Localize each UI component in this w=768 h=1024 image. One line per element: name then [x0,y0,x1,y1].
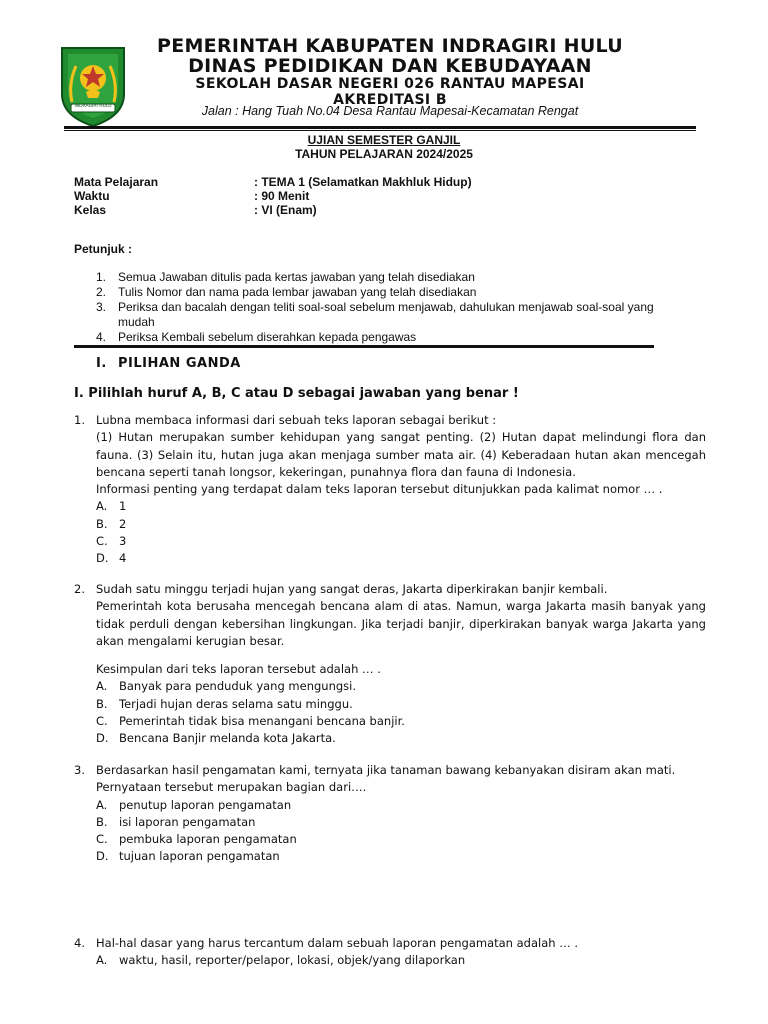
option-text: 1 [119,499,127,514]
answer-option [96,713,706,730]
option-text: waktu, hasil, reporter/pelapor, lokasi, objek/yang dilaporkan [119,953,466,968]
option-letter: D. [96,551,109,566]
question-number: 3. [74,763,85,777]
answer-option [96,952,706,969]
meta-label-class: Kelas [74,203,107,217]
option-text: Terjadi hujan deras selama satu minggu. [119,696,353,711]
question-text: Lubna membaca informasi dari sebuah teks laporan sebagai berikut : [96,413,497,427]
header-address: Jalan : Hang Tuah No.04 Desa Rantau Mapesai-Kecamatan Rengat [201,104,579,118]
answer-option [96,797,706,814]
meta-value-subject: : TEMA 1 (Selamatkan Makhluk Hidup) [254,175,472,189]
logo-banner-text: INDRAGIRI HULU [74,104,112,109]
option-text: isi laporan pengamatan [119,814,256,829]
answer-option [96,848,706,865]
header-government-name: PEMERINTAH KABUPATEN INDRAGIRI HULU [156,35,624,57]
option-letter: A. [96,953,108,968]
instructions-list [96,270,686,345]
question-text: Hal-hal dasar yang harus tercantum dalam sebuah laporan pengamatan adalah … . [96,936,579,950]
question-text: Berdasarkan hasil pengamatan kami, ternyata jika tanaman bawang kebanyakan disiram akan mati. Pernyataan tersebut merupakan bagian dari…. [96,763,676,795]
question-4 [74,935,706,970]
answer-option [96,550,706,567]
question-1 [74,412,706,568]
header-school-name: SEKOLAH DASAR NEGERI 026 RANTAU MAPESAI [195,76,585,92]
question-number: 4. [74,936,85,950]
option-text: Banyak para penduduk yang mengungsi. [119,679,357,694]
answer-option [96,730,706,747]
option-letter: B. [96,814,108,829]
instruction-text: Periksa Kembali sebelum diserahkan kepada pengawas [118,330,417,344]
question-number: 2. [74,582,85,596]
option-letter: C. [96,534,108,549]
exam-year: TAHUN PELAJARAN 2024/2025 [295,147,473,161]
option-letter: D. [96,849,109,864]
option-letter: A. [96,499,108,514]
header-accreditation: AKREDITASI B [333,92,447,108]
answer-option [96,678,706,695]
regency-crest-logo [58,44,128,128]
section-title [96,356,241,371]
meta-value-time: : 90 Menit [254,189,310,203]
answer-option [96,696,706,713]
option-letter: B. [96,696,108,711]
header-divider-thick [64,126,696,129]
instruction-item [96,270,686,285]
instruction-text: Periksa dan bacalah dengan teliti soal-soal sebelum menjawab, dahulukan menjawab soal-soal yang mudah [118,300,654,329]
instruction-item [96,285,686,300]
option-letter: A. [96,797,108,812]
option-letter: C. [96,832,108,847]
instruction-text: Tulis Nomor dan nama pada lembar jawaban yang telah disediakan [118,285,477,299]
instruction-number: 3. [96,300,107,314]
section-title-text: PILIHAN GANDA [118,356,241,371]
option-text: tujuan laporan pengamatan [119,849,280,864]
answer-option [96,533,706,550]
answer-option [96,516,706,533]
question-prompt: Informasi penting yang terdapat dalam teks laporan tersebut ditunjukkan pada kalimat nomor … . [96,482,663,497]
instruction-item [96,300,686,330]
option-text: 4 [119,551,127,566]
option-letter: D. [96,731,109,746]
instruction-item [96,330,686,345]
question-number: 1. [74,413,85,427]
section-instruction: I. Pilihlah huruf A, B, C atau D sebagai jawaban yang benar ! [74,386,519,401]
instructions-heading: Petunjuk : [74,242,133,256]
option-text: penutup laporan pengamatan [119,797,292,812]
header-divider-thin [64,130,696,131]
answer-option [96,814,706,831]
option-letter: B. [96,516,108,531]
instruction-number: 2. [96,285,107,299]
answer-option [96,831,706,848]
option-text: Bencana Banjir melanda kota Jakarta. [119,731,336,746]
answer-option [96,498,706,515]
instruction-number: 4. [96,330,107,344]
option-text: 2 [119,516,127,531]
option-text: Pemerintah tidak bisa menangani bencana banjir. [119,714,405,729]
section-divider [74,345,654,348]
question-passage: (1) Hutan merupakan sumber kehidupan yang sangat penting. (2) Hutan dapat melindungi flora dan fauna. (3) Selain itu, hutan juga akan menjaga sumber mata air. (4) Keberadaan hutan akan mencegah bencana seperti tanah longsor, kekeringan, punahnya flora dan fauna di Indonesia. [96,430,706,479]
option-letter: C. [96,714,108,729]
header-department-name: DINAS PEDIDIKAN DAN KEBUDAYAAN [188,55,592,77]
question-text: Sudah satu minggu terjadi hujan yang sangat deras, Jakarta diperkirakan banjir kembali. [96,582,608,596]
question-prompt: Kesimpulan dari teks laporan tersebut adalah … . [96,662,381,677]
option-text: 3 [119,534,127,549]
question-passage: Pemerintah kota berusaha mencegah bencana alam di atas. Namun, warga Jakarta masih banyak yang tidak perduli dengan kebersihan lingkungan. Jika terjadi banjir, diperkirakan banyak warga Jakarta yang akan mengalami kerugian besar. [96,599,706,648]
question-2 [74,581,706,748]
option-letter: A. [96,679,108,694]
meta-value-class: : VI (Enam) [254,203,317,217]
question-3 [74,762,706,866]
meta-label-subject: Mata Pelajaran [74,175,159,189]
instruction-number: 1. [96,270,107,284]
meta-label-time: Waktu [74,189,110,203]
instruction-text: Semua Jawaban ditulis pada kertas jawaban yang telah disediakan [118,270,475,284]
option-text: pembuka laporan pengamatan [119,832,297,847]
section-number: I. [96,356,107,371]
exam-title: UJIAN SEMESTER GANJIL [307,133,461,147]
